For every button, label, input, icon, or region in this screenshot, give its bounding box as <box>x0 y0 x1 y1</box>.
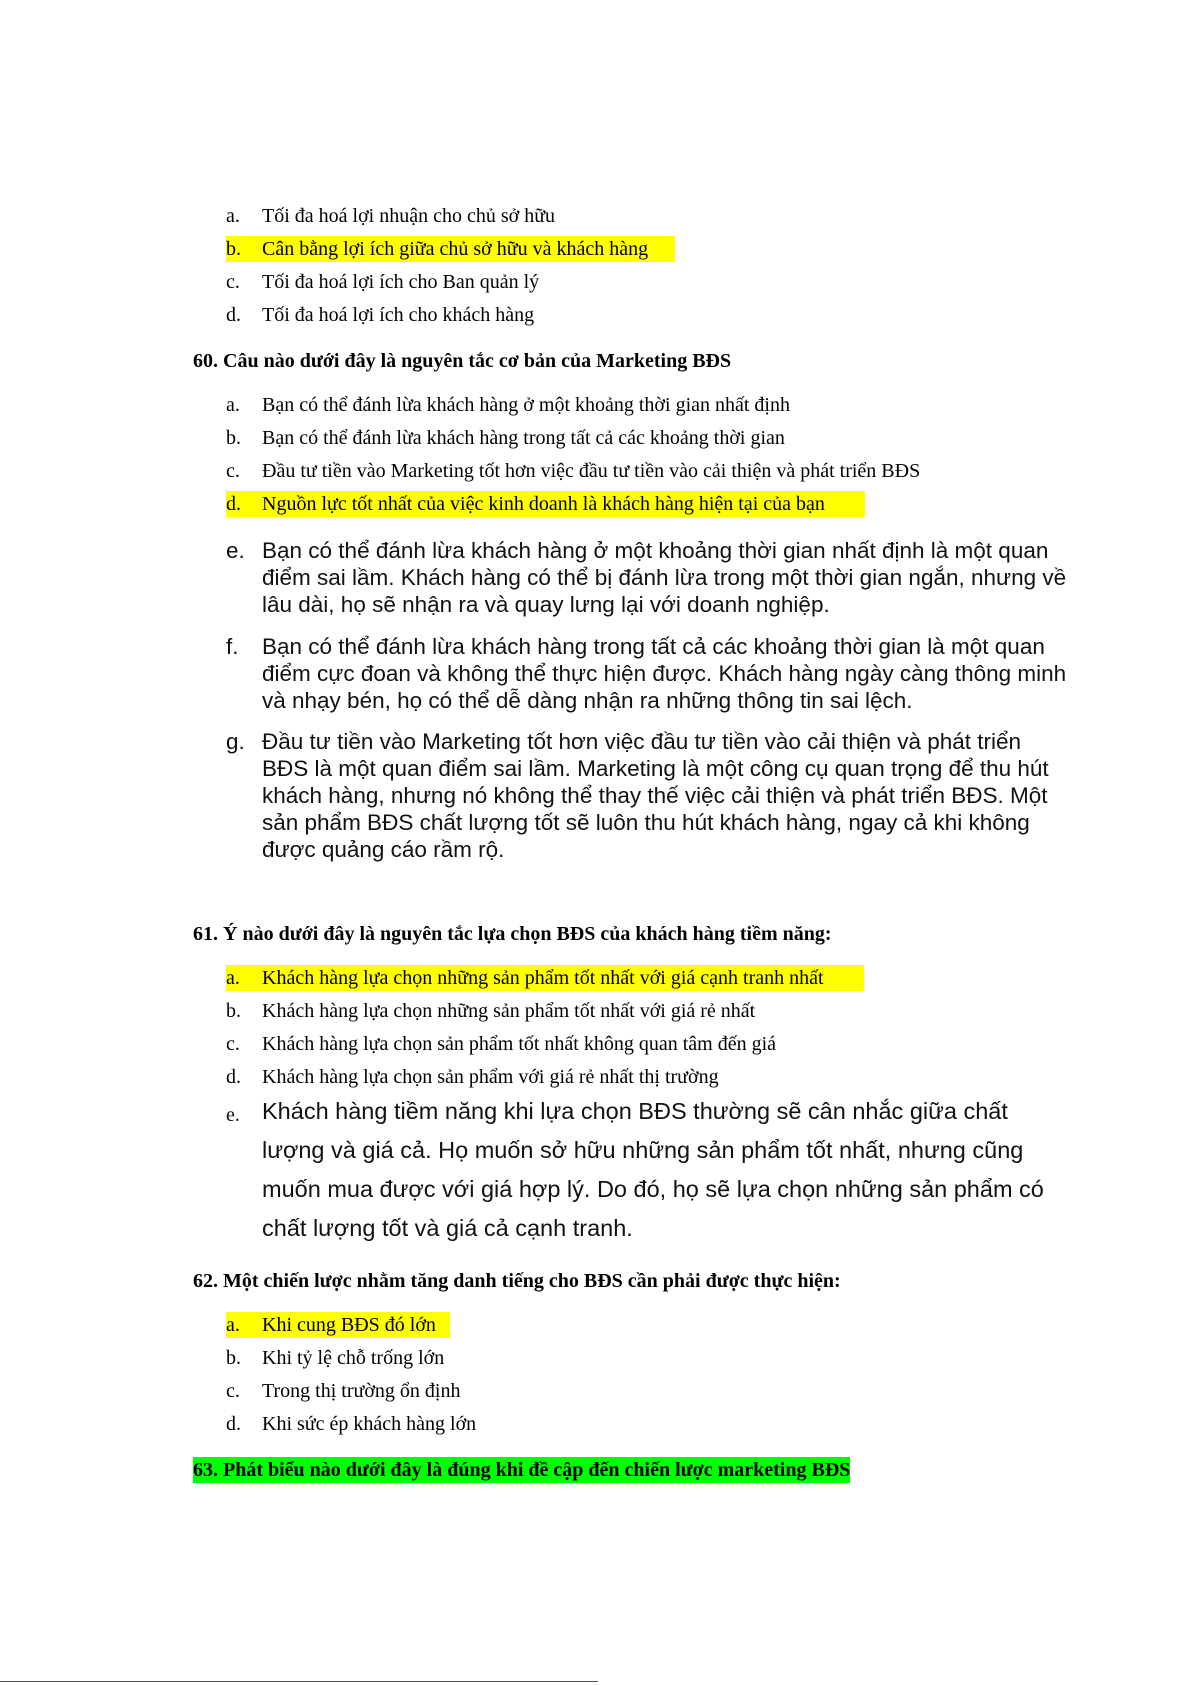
q60-explanation-g <box>226 728 1106 863</box>
question-63-title: 63. Phát biểu nào dưới đây là đúng khi đề cập đến chiến lược marketing BĐS <box>193 1459 851 1481</box>
option-text: Khách hàng lựa chọn những sản phẩm tốt nhất với giá rẻ nhất <box>262 1000 756 1022</box>
explanation-line: Bạn có thể đánh lừa khách hàng ở một khoảng thời gian nhất định là một quan <box>262 538 1049 563</box>
option-text: Đầu tư tiền vào Marketing tốt hơn việc đầu tư tiền vào cải thiện và phát triển BĐS <box>262 460 921 482</box>
option-text: Khách hàng lựa chọn sản phẩm tốt nhất không quan tâm đến giá <box>262 1033 777 1055</box>
explanation-line: Đầu tư tiền vào Marketing tốt hơn việc đầu tư tiền vào cải thiện và phát triển <box>262 729 1022 754</box>
explanation-line: khách hàng, nhưng nó không thể thay thế việc cải thiện và phát triển BĐS. Một <box>262 783 1048 808</box>
question-60-title: 60. Câu nào dưới đây là nguyên tắc cơ bản của Marketing BĐS <box>193 350 732 372</box>
option-text: Khách hàng lựa chọn sản phẩm với giá rẻ nhất thị trường <box>262 1066 719 1088</box>
explanation-line: được quảng cáo rầm rộ. <box>262 837 505 862</box>
explanation-line: điểm cực đoan và không thể thực hiện được. Khách hàng ngày càng thông minh <box>262 661 1067 686</box>
option-text: Bạn có thể đánh lừa khách hàng ở một khoảng thời gian nhất định <box>262 394 790 416</box>
option-letter: d. <box>226 304 241 326</box>
explanation-line: lượng và giá cả. Họ muốn sở hữu những sản phẩm tốt nhất, nhưng cũng <box>262 1137 1024 1163</box>
option-text: Tối đa hoá lợi nhuận cho chủ sở hữu <box>262 205 556 227</box>
q60-explanation-e <box>226 537 1106 618</box>
option-letter: b. <box>226 1347 241 1369</box>
option-letter: d. <box>226 493 241 515</box>
option-letter: d. <box>226 1066 241 1088</box>
question-61-title: 61. Ý nào dưới đây là nguyên tắc lựa chọn BĐS của khách hàng tiềm năng: <box>193 923 832 945</box>
option-letter: c. <box>226 271 240 293</box>
option-letter: a. <box>226 205 240 227</box>
option-text: Nguồn lực tốt nhất của việc kinh doanh là khách hàng hiện tại của bạn <box>262 493 825 515</box>
explanation-line: điểm sai lầm. Khách hàng có thể bị đánh lừa trong một thời gian ngắn, nhưng về <box>262 565 1067 590</box>
option-text: Khách hàng lựa chọn những sản phẩm tốt nhất với giá cạnh tranh nhất <box>262 967 824 989</box>
explanation-line: chất lượng tốt và giá cả cạnh tranh. <box>262 1215 633 1241</box>
explanation-line: BĐS là một quan điểm sai lầm. Marketing là một công cụ quan trọng để thu hút <box>262 756 1049 781</box>
option-letter: c. <box>226 1033 240 1055</box>
option-text: Khi cung BĐS đó lớn <box>262 1314 436 1336</box>
option-letter: b. <box>226 238 241 260</box>
option-text: Trong thị trường ổn định <box>262 1380 461 1402</box>
explanation-line: Bạn có thể đánh lừa khách hàng trong tất cả các khoảng thời gian là một quan <box>262 634 1045 659</box>
option-letter: b. <box>226 1000 241 1022</box>
question-62-title: 62. Một chiến lược nhằm tăng danh tiếng cho BĐS cần phải được thực hiện: <box>193 1270 841 1292</box>
explanation-letter: g. <box>226 729 245 754</box>
option-letter: d. <box>226 1413 241 1435</box>
option-text: Tối đa hoá lợi ích cho Ban quản lý <box>262 271 540 293</box>
explanation-letter: f. <box>226 634 239 659</box>
option-letter: a. <box>226 967 240 989</box>
option-text: Bạn có thể đánh lừa khách hàng trong tất cả các khoảng thời gian <box>262 427 785 449</box>
explanation-letter: e. <box>226 1104 240 1126</box>
option-text: Khi sức ép khách hàng lớn <box>262 1413 477 1435</box>
option-letter: b. <box>226 427 241 449</box>
q61-explanation-e <box>226 1092 1106 1248</box>
explanation-line: lâu dài, họ sẽ nhận ra và quay lưng lại với doanh nghiệp. <box>262 592 830 617</box>
explanation-line: Khách hàng tiềm năng khi lựa chọn BĐS thường sẽ cân nhắc giữa chất <box>262 1098 1008 1124</box>
option-text: Tối đa hoá lợi ích cho khách hàng <box>262 304 535 326</box>
option-letter: c. <box>226 460 240 482</box>
explanation-line: và nhạy bén, họ có thể dễ dàng nhận ra những thông tin sai lệch. <box>262 688 913 713</box>
option-letter: a. <box>226 394 240 416</box>
option-letter: a. <box>226 1314 240 1336</box>
explanation-letter: e. <box>226 538 245 563</box>
footer-divider <box>0 1681 598 1682</box>
option-letter: c. <box>226 1380 240 1402</box>
explanation-line: sản phẩm BĐS chất lượng tốt sẽ luôn thu hút khách hàng, ngay cả khi không <box>262 810 1030 835</box>
option-text: Khi tỷ lệ chỗ trống lớn <box>262 1347 445 1369</box>
explanation-line: muốn mua được với giá hợp lý. Do đó, họ sẽ lựa chọn những sản phẩm có <box>262 1176 1044 1202</box>
q60-explanation-f <box>226 633 1106 714</box>
option-text: Cân bằng lợi ích giữa chủ sở hữu và khách hàng <box>262 238 649 260</box>
